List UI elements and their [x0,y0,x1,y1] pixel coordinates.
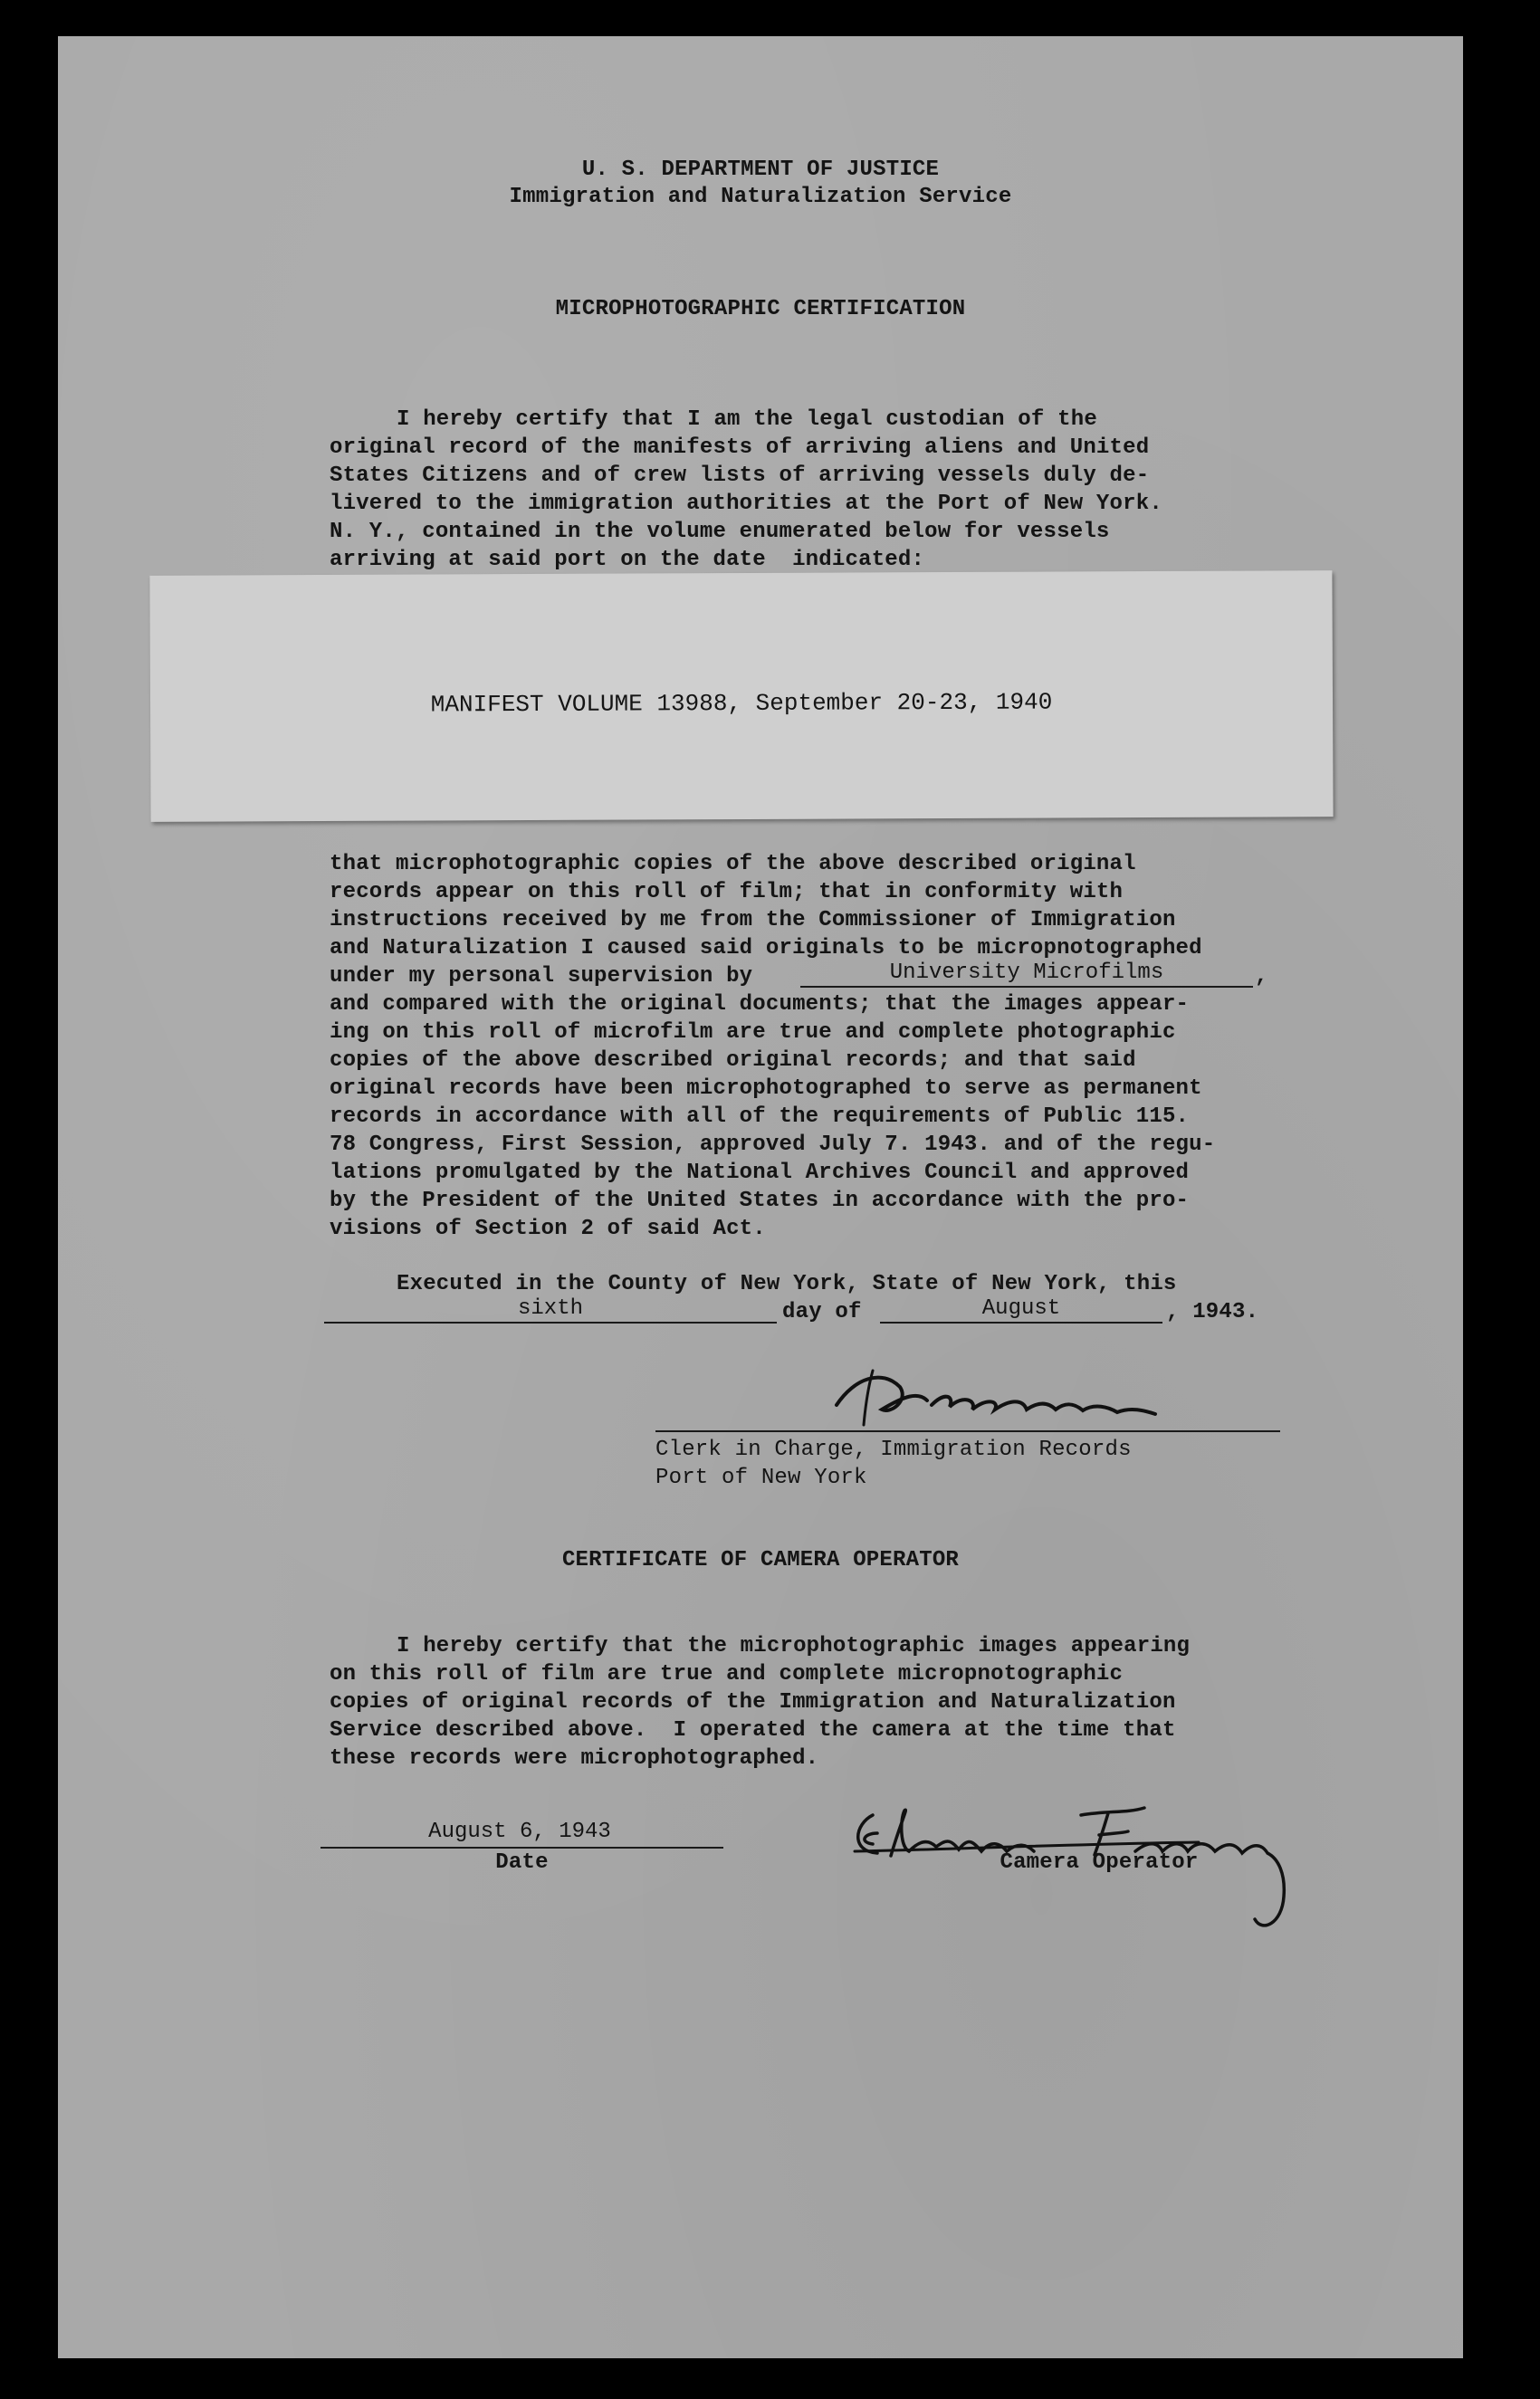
para2-line: 78 Congress, First Session, approved July 7. 1943. and of the regu- [330,1133,1216,1157]
para2-line: original records have been microphotographed to serve as permanent [330,1076,1202,1101]
clerk-signature [818,1360,1162,1432]
para1-line: livered to the immigration authorities at the Port of New York. [330,492,1162,516]
camera-certificate-title: CERTIFICATE OF CAMERA OPERATOR [561,1548,960,1572]
manifest-volume: MANIFEST VOLUME 13988, September 20-23, 1940 [430,688,1053,719]
year-label: , 1943. [1166,1300,1259,1324]
date-value: August 6, 1943 [428,1820,611,1844]
day-of-label: day of [782,1300,862,1324]
para2-line: under my personal supervision by [330,964,753,989]
para2-line: lations promulgated by the National Archives Council and approved [330,1161,1190,1185]
para2-line: records appear on this roll of film; that in conformity with [330,880,1124,904]
para1-line: I hereby certify that I am the legal custodian of the [397,407,1097,432]
document-title: MICROPHOTOGRAPHIC CERTIFICATION [555,297,966,321]
clerk-title: Clerk in Charge, Immigration Records [655,1438,1132,1462]
document-page [58,36,1463,2358]
para2-line: and compared with the original documents; that the images appear- [330,992,1190,1017]
header-service: Immigration and Naturalization Service [509,185,1012,209]
para1-line: arriving at said port on the date indicated: [330,548,925,572]
month-field: August [880,1296,1162,1324]
para2-line: records in accordance with all of the requirements of Public 115. [330,1104,1190,1129]
comma: , [1255,964,1268,989]
para3-line: on this roll of film are true and complete micropnotographic [330,1662,1124,1687]
camera-operator-label: Camera Operator [1000,1850,1199,1875]
day-field: sixth [324,1296,777,1324]
header-department: U. S. DEPARTMENT OF JUSTICE [581,158,940,182]
clerk-place: Port of New York [655,1466,867,1490]
executed-line: Executed in the County of New York, State of New York, this [397,1272,1177,1296]
clerk-signature-line [655,1430,1280,1432]
para2-line: visions of Section 2 of said Act. [330,1217,766,1241]
manifest-slip [149,570,1333,822]
supervisor-field: University Microfilms [800,961,1253,988]
para2-line: instructions received by me from the Commissioner of Immigration [330,908,1176,932]
para1-line: States Citizens and of crew lists of arriving vessels duly de- [330,464,1150,488]
para3-line: these records were microphotographed. [330,1746,819,1771]
para1-line: original record of the manifests of arriving aliens and United [330,435,1150,460]
para3-line: Service described above. I operated the camera at the time that [330,1718,1176,1743]
para2-line: and Naturalization I caused said originals to be micropnotographed [330,936,1202,961]
para2-line: copies of the above described original records; and that said [330,1048,1136,1073]
para3-line: copies of original records of the Immigration and Naturalization [330,1690,1176,1715]
para2-line: that microphotographic copies of the above described original [330,852,1136,876]
para1-line: N. Y., contained in the volume enumerated below for vessels [330,520,1110,544]
para2-line: ing on this roll of microfilm are true and complete photographic [330,1020,1176,1045]
para3-line: I hereby certify that the microphotographic images appearing [397,1634,1191,1658]
date-label: Date [495,1850,549,1875]
para2-line: by the President of the United States in accordance with the pro- [330,1189,1190,1213]
